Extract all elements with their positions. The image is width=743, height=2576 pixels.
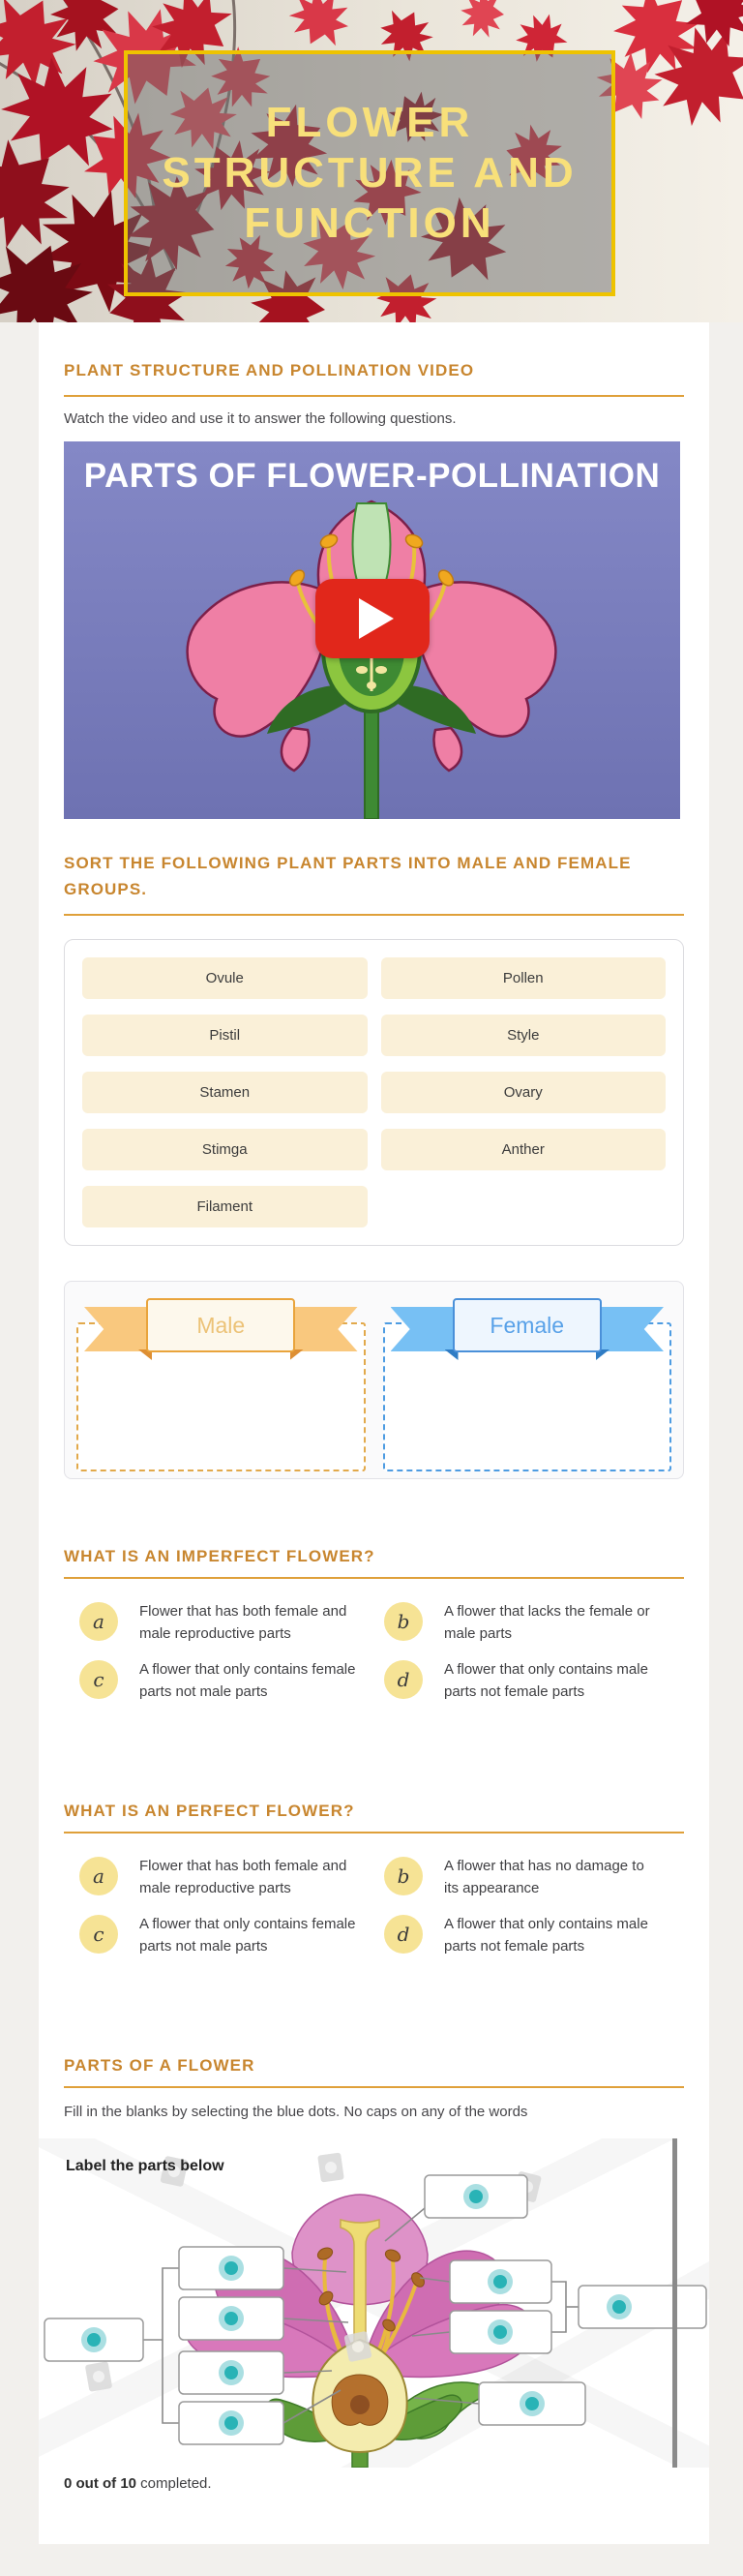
section-imperfect-question [39,1543,709,1703]
label-box-5[interactable] [450,2260,551,2303]
image-scrollbar[interactable] [672,2138,677,2468]
label-box-10[interactable] [479,2382,585,2425]
section-heading-parts: PARTS OF A FLOWER [64,2052,684,2088]
label-box-3[interactable] [179,2297,283,2340]
label-box-1[interactable] [425,2175,527,2218]
progress-status [64,2475,684,2492]
page-title-line2: STRUCTURE AND [162,149,578,197]
chip-stimga[interactable]: Stimga [82,1129,368,1170]
imperfect-option-b[interactable] [369,1600,673,1645]
option-letter-badge: b [384,1857,423,1895]
option-text: A flower that has no damage to its appearance [444,1858,644,1896]
page-title-line1: FLOWER [265,99,474,147]
imperfect-options [64,1600,684,1703]
option-letter-badge: d [384,1660,423,1699]
label-box-6[interactable] [450,2311,551,2353]
section-video [39,357,709,819]
male-group [74,1293,368,1467]
male-ribbon [74,1293,368,1353]
section-heading-video: PLANT STRUCTURE AND POLLINATION VIDEO [64,357,684,397]
option-text: A flower that lacks the female or male parts [444,1603,650,1642]
chip-pistil[interactable]: Pistil [82,1015,368,1056]
title-frame [124,50,615,296]
chip-ovary[interactable]: Ovary [381,1072,667,1113]
progress-label: completed. [136,2475,212,2492]
diagram-caption: Label the parts below [66,2158,224,2174]
option-letter-badge: a [79,1602,118,1641]
perfect-option-c[interactable] [64,1913,369,1957]
option-letter-badge: c [79,1660,118,1699]
section-heading-imperfect: WHAT IS AN IMPERFECT FLOWER? [64,1543,684,1579]
option-letter-badge: a [79,1857,118,1895]
option-text: Flower that has both female and male reproductive parts [139,1858,347,1896]
play-icon [359,598,394,639]
section-perfect-question [39,1798,709,1957]
flower-diagram [39,2138,709,2468]
sort-groups [64,1281,684,1479]
chip-filament[interactable]: Filament [82,1186,368,1227]
section-parts [39,2052,709,2492]
imperfect-option-c[interactable] [64,1658,369,1703]
chip-pollen[interactable]: Pollen [381,957,667,999]
video-instruction: Watch the video and use it to answer the following questions. [64,410,457,427]
chip-ovule[interactable]: Ovule [82,957,368,999]
female-group [381,1293,674,1467]
section-heading-perfect: WHAT IS AN PERFECT FLOWER? [64,1798,684,1834]
section-heading-sort: SORT THE FOLLOWING PLANT PARTS INTO MALE AND FEMALE GROUPS. [64,850,684,916]
label-box-4[interactable] [45,2318,143,2361]
video-title: PARTS OF FLOWER-POLLINATION [83,457,661,495]
page-title-line3: FUNCTION [244,198,495,247]
progress-count: 0 out of 10 [64,2475,137,2492]
imperfect-option-a[interactable] [64,1600,369,1645]
perfect-option-a[interactable] [64,1855,369,1899]
option-text: A flower that only contains male parts not female parts [444,1661,648,1700]
section-sort [39,850,709,1479]
video-thumbnail[interactable] [64,441,680,819]
option-letter-badge: c [79,1915,118,1954]
female-group-label: Female [453,1298,602,1352]
parts-instruction: Fill in the blanks by selecting the blue dots. No caps on any of the words [64,2104,528,2120]
word-bank [64,939,684,1246]
label-box-7[interactable] [579,2286,706,2328]
option-text: A flower that only contains male parts not female parts [444,1916,648,1955]
label-box-9[interactable] [179,2402,283,2444]
male-group-label: Male [146,1298,295,1352]
chip-stamen[interactable]: Stamen [82,1072,368,1113]
option-text: Flower that has both female and male reproductive parts [139,1603,347,1642]
perfect-option-d[interactable] [369,1913,673,1957]
imperfect-option-d[interactable] [369,1658,673,1703]
option-text: A flower that only contains female parts not male parts [139,1916,356,1955]
option-letter-badge: d [384,1915,423,1954]
option-letter-badge: b [384,1602,423,1641]
play-button[interactable] [315,579,430,658]
label-box-8[interactable] [179,2351,283,2394]
perfect-options [64,1855,684,1957]
option-text: A flower that only contains female parts not male parts [139,1661,356,1700]
chip-style[interactable]: Style [381,1015,667,1056]
header-banner [0,0,743,322]
flower-labeling-image [39,2138,709,2468]
label-box-2[interactable] [179,2247,283,2289]
worksheet-card [39,322,709,2544]
perfect-option-b[interactable] [369,1855,673,1899]
chip-anther[interactable]: Anther [381,1129,667,1170]
female-ribbon [381,1293,674,1353]
